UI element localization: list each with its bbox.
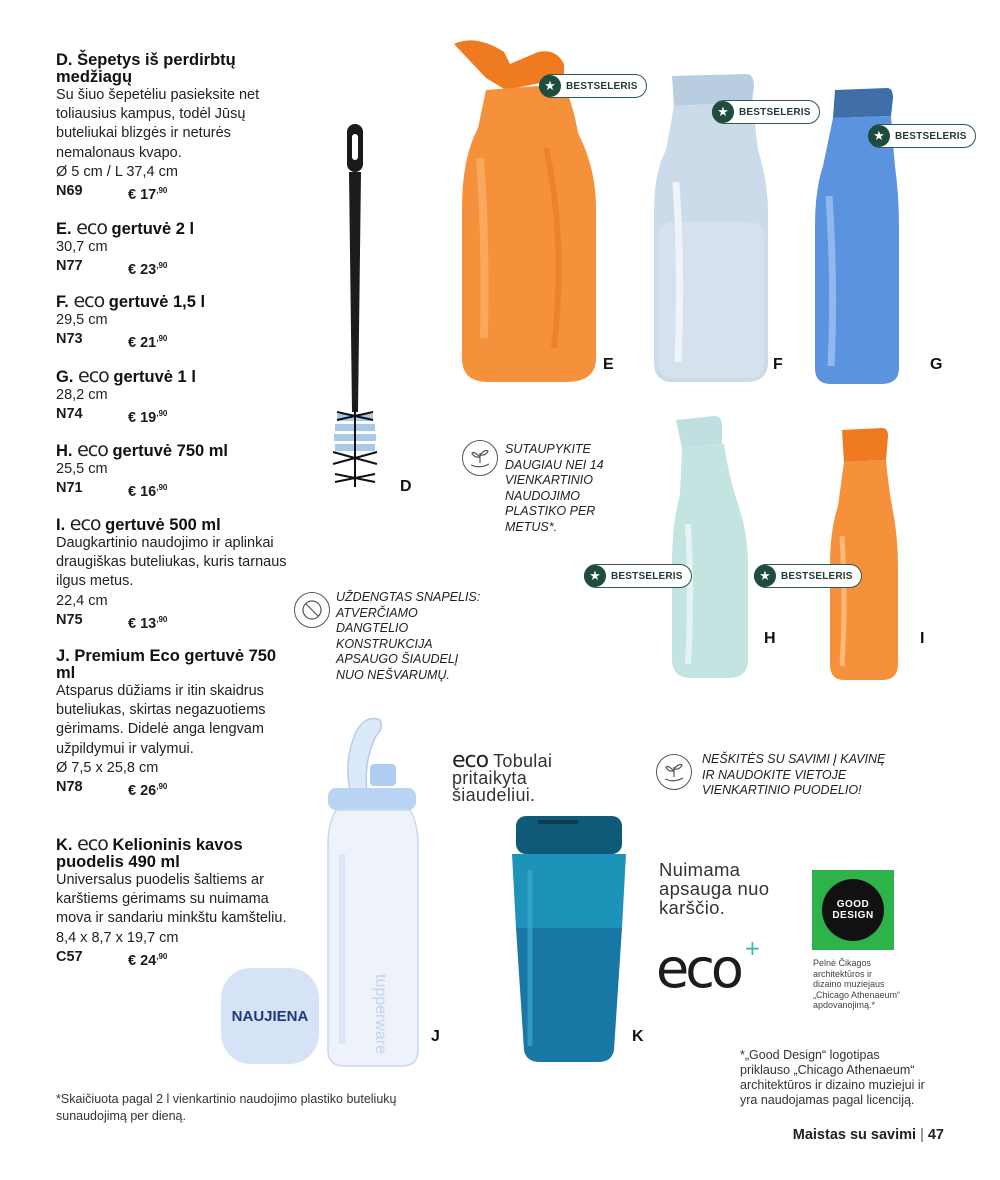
footnote-right <box>740 1048 925 1108</box>
footnote-left <box>56 1091 397 1125</box>
price-main: € 17 <box>128 187 157 204</box>
product-code: N69 <box>56 183 83 200</box>
note-line: UŽDENGTAS SNAPELIS: <box>336 590 481 604</box>
product-letter: G. <box>56 368 74 386</box>
note-line: NUO NEŠVARUMŲ. <box>336 667 450 682</box>
product-size: 25,5 cm <box>56 461 108 477</box>
bestseller-badge-e <box>539 74 647 98</box>
star-icon: ★ <box>584 565 606 587</box>
footnote-line: priklauso „Chicago Athenaeum“ <box>740 1063 915 1077</box>
plus-icon: + <box>743 936 757 960</box>
price-cents: ,90 <box>156 951 168 961</box>
eco-plus-logo-text: eco <box>656 937 740 1000</box>
product-title <box>56 290 288 312</box>
eco-logo: eco <box>77 833 108 855</box>
bottle-letter-k: K <box>632 1028 644 1045</box>
product-letter: H. <box>56 442 73 460</box>
product-entry <box>56 217 288 279</box>
product-code: N75 <box>56 611 83 628</box>
product-letter: D. <box>56 51 73 69</box>
bestseller-badge-g <box>868 124 976 148</box>
eco-logo: eco <box>77 439 108 461</box>
product-size: 30,7 cm <box>56 239 108 255</box>
straw-line-1: Tobulai <box>493 751 553 771</box>
bottle-letter-d: D <box>400 478 412 495</box>
takeaway-note <box>702 752 885 799</box>
eco-plus-logo <box>656 918 757 999</box>
note-line: PLASTIKO PER <box>505 504 596 518</box>
product-entry <box>56 290 288 352</box>
product-size: 8,4 x 8,7 x 19,7 cm <box>56 929 179 946</box>
product-name: gertuvė 2 l <box>111 220 195 238</box>
product-size: 22,4 cm <box>56 592 108 609</box>
product-size: 28,2 cm <box>56 387 108 403</box>
note-line: METUS*. <box>505 519 558 534</box>
product-code: N71 <box>56 480 83 497</box>
product-code-row <box>56 405 288 427</box>
badge-label: BESTSELERIS <box>739 106 811 118</box>
product-entry <box>56 365 288 427</box>
product-code-row <box>56 778 288 800</box>
product-code: N73 <box>56 331 83 348</box>
product-title <box>56 648 288 682</box>
footer-separator: | <box>920 1127 924 1143</box>
product-entry <box>56 439 288 501</box>
covered-spout-note <box>336 590 480 683</box>
travel-mug-image <box>508 810 630 1066</box>
product-code-row <box>56 257 288 279</box>
product-size: Ø 5 cm / L 37,4 cm <box>56 163 178 180</box>
product-entry <box>56 648 288 800</box>
product-name: gertuvė 1,5 l <box>108 293 206 311</box>
note-line: KONSTRUKCIJA <box>336 636 433 651</box>
product-size: Ø 7,5 x 25,8 cm <box>56 759 159 776</box>
straw-caption <box>452 748 553 805</box>
eco-bottle-500ml-image <box>826 426 902 682</box>
heat-line-1: Nuimama <box>659 859 741 880</box>
product-description: Atsparus dūžiams ir itin skaidrus buteliukas, skirtas negazuotiems gėrimams. Didelė anga lengvam užpildymui ir valymui. <box>56 683 266 757</box>
bottle-letter-h: H <box>764 630 776 647</box>
product-code: N77 <box>56 258 83 275</box>
product-entry <box>56 513 288 633</box>
good-design-caption <box>813 958 900 1011</box>
star-icon: ★ <box>754 565 776 587</box>
note-line: NAUDOJIMO <box>505 488 580 503</box>
product-code-row <box>56 479 288 501</box>
new-badge: NAUJIENA <box>221 968 319 1064</box>
price-cents: ,90 <box>156 334 168 344</box>
product-letter: F. <box>56 293 69 311</box>
caption-line: „Chicago Athenaeum“ <box>813 989 901 1000</box>
product-code: N74 <box>56 406 83 423</box>
note-line: DANGTELIO <box>336 621 409 635</box>
caption-line: apdovanojimą.* <box>813 1000 876 1010</box>
product-name: Šepetys iš perdirbtų medžiagų <box>56 51 236 86</box>
product-price <box>128 778 167 800</box>
price-main: € 26 <box>128 783 157 800</box>
product-letter: J. <box>56 647 70 665</box>
eco-logo-small: eco <box>452 748 489 773</box>
premium-eco-bottle-image <box>322 714 424 1068</box>
product-title <box>56 52 288 86</box>
star-icon: ★ <box>868 125 890 147</box>
good-design-line-1: GOOD <box>836 899 870 910</box>
savings-note <box>505 442 604 535</box>
product-title <box>56 365 288 387</box>
leaf-hand-icon <box>656 754 692 790</box>
product-code-row <box>56 611 288 633</box>
product-code-row <box>56 330 288 352</box>
note-line: ATVERČIAMO <box>336 605 418 620</box>
bottle-letter-i: I <box>920 630 925 647</box>
product-price <box>128 948 167 970</box>
price-cents: ,90 <box>156 614 168 624</box>
bestseller-badge-f <box>712 100 820 124</box>
product-title <box>56 217 288 239</box>
price-main: € 24 <box>128 952 157 969</box>
footnote-line: *„Good Design“ logotipas <box>740 1048 880 1062</box>
product-description: Su šiuo šepetėliu pasieksite net toliausius kampus, todėl Jūsų buteliukai blizgės ir neturės nemalonaus kvapo. <box>56 87 260 161</box>
price-main: € 16 <box>128 484 157 501</box>
product-name: gertuvė 750 ml <box>112 442 229 460</box>
bottle-letter-e: E <box>603 356 614 373</box>
heat-protection-caption <box>659 860 769 917</box>
badge-label: BESTSELERIS <box>895 130 967 142</box>
product-price <box>128 611 167 633</box>
bottle-letter-j: J <box>431 1028 440 1045</box>
footnote-line: *Skaičiuota pagal 2 l vienkartinio naudojimo plastiko buteliukų <box>56 1092 397 1106</box>
product-name: Premium Eco gertuvė 750 ml <box>56 647 277 682</box>
svg-text:tupperware: tupperware <box>372 974 389 1055</box>
product-price <box>128 257 167 279</box>
footnote-line: architektūros ir dizaino muziejui ir <box>740 1078 925 1092</box>
eco-logo: eco <box>69 513 101 535</box>
product-size: 29,5 cm <box>56 312 108 328</box>
note-line: APSAUGO ŠIAUDELĮ <box>336 652 459 666</box>
bottle-brush-image <box>325 122 385 494</box>
product-code: N78 <box>56 779 83 796</box>
product-title <box>56 513 288 535</box>
product-letter: E. <box>56 220 72 238</box>
eco-logo: eco <box>73 290 105 312</box>
product-name: gertuvė 1 l <box>113 368 196 386</box>
caption-line: architektūros ir <box>813 968 873 979</box>
footnote-line: sunaudojimą per dieną. <box>56 1109 186 1123</box>
product-price <box>128 405 167 427</box>
price-cents: ,90 <box>156 261 168 271</box>
heat-line-3: karščio. <box>659 897 726 918</box>
product-title <box>56 833 288 871</box>
price-cents: ,90 <box>156 483 168 493</box>
product-letter: K. <box>56 836 73 854</box>
note-line: SUTAUPYKITE <box>505 442 591 456</box>
price-main: € 13 <box>128 615 157 632</box>
price-main: € 23 <box>128 262 157 279</box>
note-line: VIENKARTINIO PUODELIO! <box>702 783 862 797</box>
product-title <box>56 439 288 461</box>
page-footer <box>793 1127 944 1143</box>
product-letter: I. <box>56 516 66 534</box>
bestseller-badge-h <box>584 564 692 588</box>
good-design-line-2: DESIGN <box>832 910 874 921</box>
good-design-logo <box>812 870 894 950</box>
eco-logo: eco <box>78 365 109 387</box>
note-line: NEŠKITĖS SU SAVIMI Į KAVINĘ <box>702 752 886 766</box>
note-line: IR NAUDOKITE VIETOJE <box>702 767 847 782</box>
product-code: C57 <box>56 948 83 965</box>
price-cents: ,90 <box>156 782 168 792</box>
note-line: DAUGIAU NEI 14 <box>505 457 604 472</box>
product-price <box>128 330 167 352</box>
star-icon: ★ <box>539 75 561 97</box>
product-price <box>128 182 167 204</box>
product-description: Daugkartinio naudojimo ir aplinkai draugiškas buteliukas, kuris tarnaus ilgus metus. <box>56 535 287 590</box>
bottle-letter-g: G <box>930 356 943 373</box>
product-code-row <box>56 948 288 970</box>
caption-line: Pelnė Čikagos <box>813 958 872 968</box>
note-line: VIENKARTINIO <box>505 473 593 487</box>
caption-line: dizaino muziejaus <box>813 979 885 989</box>
badge-label: BESTSELERIS <box>781 570 853 582</box>
leaf-hand-icon <box>462 440 498 476</box>
price-cents: ,90 <box>156 186 168 196</box>
product-entry <box>56 52 288 204</box>
star-icon: ★ <box>712 101 734 123</box>
bottle-letter-f: F <box>773 356 783 373</box>
straw-line-3: šiaudeliui. <box>452 785 536 805</box>
straw-line-2: pritaikyta <box>452 768 528 788</box>
good-design-circle <box>822 879 884 941</box>
footnote-line: yra naudojamas pagal licenciją. <box>740 1093 915 1107</box>
eco-logo: eco <box>76 217 107 239</box>
badge-label: BESTSELERIS <box>566 80 638 92</box>
no-dirt-icon <box>294 592 330 628</box>
price-main: € 19 <box>128 410 157 427</box>
product-price <box>128 479 167 501</box>
heat-line-2: apsauga nuo <box>659 878 770 899</box>
section-name: Maistas su savimi <box>792 1127 917 1143</box>
eco-bottle-750ml-image <box>662 414 766 680</box>
product-code-row <box>56 182 288 204</box>
page-number: 47 <box>927 1127 944 1143</box>
price-main: € 21 <box>128 335 157 352</box>
badge-label: BESTSELERIS <box>611 570 683 582</box>
bestseller-badge-i <box>754 564 862 588</box>
product-description: Universalus puodelis šaltiems ar karštiems gėrimams su nuimama mova ir sandariu minkštu kamšteliu. <box>56 872 287 927</box>
product-entry <box>56 833 288 970</box>
price-cents: ,90 <box>156 409 168 419</box>
product-name: gertuvė 500 ml <box>105 516 221 534</box>
product-name: Kelioninis kavos puodelis 490 ml <box>56 836 243 871</box>
